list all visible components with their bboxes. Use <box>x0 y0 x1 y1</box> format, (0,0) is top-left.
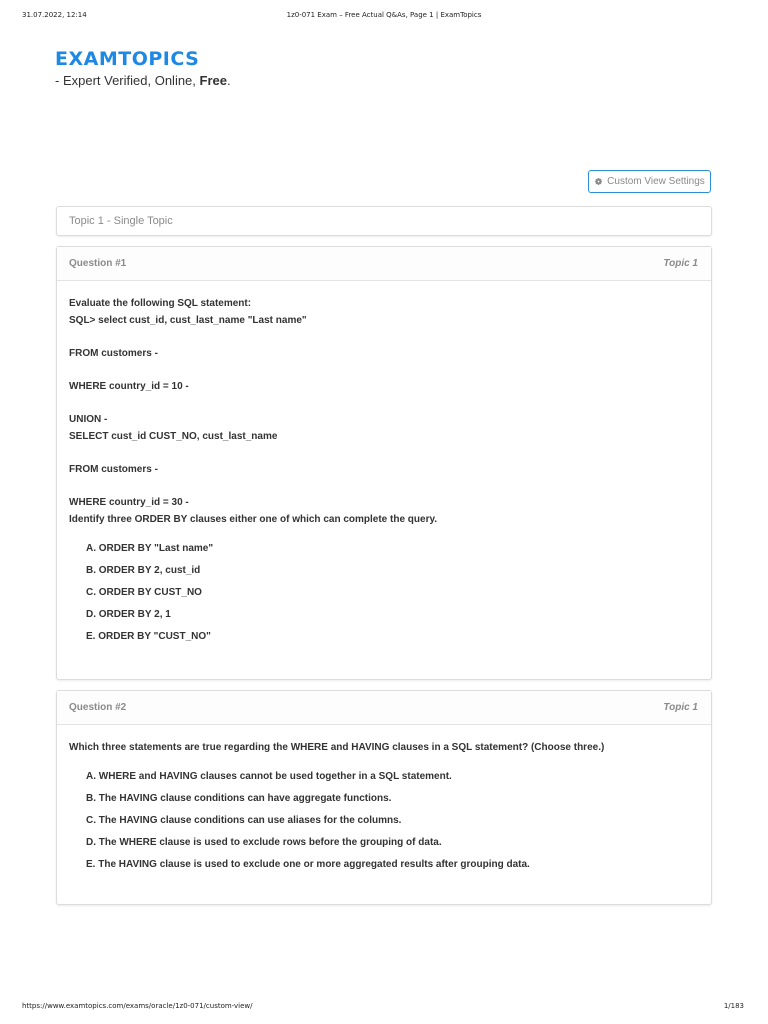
question-card-2 <box>56 690 712 905</box>
question-text-line: SQL> select cust_id, cust_last_name "Last name" <box>69 315 307 326</box>
question-topic[interactable]: Topic 1 <box>663 702 698 713</box>
question-number: Question #2 <box>69 702 127 713</box>
print-footer <box>0 1002 768 1012</box>
topic-header-card <box>56 206 712 236</box>
question-body <box>57 725 711 876</box>
tagline <box>55 73 231 88</box>
tagline-prefix: - Expert Verified, Online, <box>55 73 200 88</box>
answer-choice-c[interactable]: C. ORDER BY CUST_NO <box>86 587 202 598</box>
answer-choice-a[interactable]: A. WHERE and HAVING clauses cannot be used together in a SQL statement. <box>86 771 452 782</box>
question-text-line: SELECT cust_id CUST_NO, cust_last_name <box>69 431 278 442</box>
print-page-number: 1/183 <box>723 1002 744 1010</box>
custom-view-settings-label: Custom View Settings <box>607 176 705 187</box>
answer-choices <box>69 538 699 648</box>
question-number: Question #1 <box>69 258 127 269</box>
question-blank-line <box>69 478 699 494</box>
question-header <box>57 691 711 725</box>
print-page-title: 1z0-071 Exam – Free Actual Q&As, Page 1 | ExamTopics <box>286 11 482 19</box>
question-text-line: Identify three ORDER BY clauses either one of which can complete the query. <box>69 514 438 525</box>
print-datetime: 31.07.2022, 12:14 <box>22 11 87 19</box>
answer-choice-d[interactable]: D. ORDER BY 2, 1 <box>86 609 171 620</box>
question-text-line: WHERE country_id = 10 - <box>69 381 189 392</box>
question-header <box>57 247 711 281</box>
logo-text: EXAMTOPICS <box>55 48 200 70</box>
gear-icon <box>594 177 603 186</box>
examtopics-logo[interactable] <box>55 48 199 72</box>
tagline-bold: Free <box>199 73 227 88</box>
question-body <box>57 281 711 648</box>
question-blank-line <box>69 362 699 378</box>
answer-choice-e[interactable]: E. ORDER BY "CUST_NO" <box>86 631 211 642</box>
answer-choice-d[interactable]: D. The WHERE clause is used to exclude rows before the grouping of data. <box>86 837 442 848</box>
question-blank-line <box>69 395 699 411</box>
question-text-line: FROM customers - <box>69 348 158 359</box>
question-blank-line <box>69 445 699 461</box>
question-topic[interactable]: Topic 1 <box>663 258 698 269</box>
answer-choice-a[interactable]: A. ORDER BY "Last name" <box>86 543 214 554</box>
topic-title: Topic 1 - Single Topic <box>69 215 173 227</box>
question-text-line: FROM customers - <box>69 464 158 475</box>
question-blank-line <box>69 329 699 345</box>
answer-choices <box>69 766 699 876</box>
print-header <box>0 11 768 21</box>
answer-choice-b[interactable]: B. ORDER BY 2, cust_id <box>86 565 201 576</box>
custom-view-settings-button[interactable] <box>588 170 711 193</box>
question-text-line: Which three statements are true regarding the WHERE and HAVING clauses in a SQL statement? (Choose three.) <box>69 742 605 753</box>
answer-choice-e[interactable]: E. The HAVING clause is used to exclude one or more aggregated results after grouping data. <box>86 859 530 870</box>
question-card-1 <box>56 246 712 680</box>
print-url: https://www.examtopics.com/exams/oracle/1z0-071/custom-view/ <box>22 1002 253 1010</box>
question-text-line: Evaluate the following SQL statement: <box>69 298 252 309</box>
question-text-line: UNION - <box>69 414 108 425</box>
answer-choice-c[interactable]: C. The HAVING clause conditions can use aliases for the columns. <box>86 815 402 826</box>
tagline-suffix: . <box>226 73 231 88</box>
answer-choice-b[interactable]: B. The HAVING clause conditions can have aggregate functions. <box>86 793 392 804</box>
question-text-line: WHERE country_id = 30 - <box>69 497 189 508</box>
